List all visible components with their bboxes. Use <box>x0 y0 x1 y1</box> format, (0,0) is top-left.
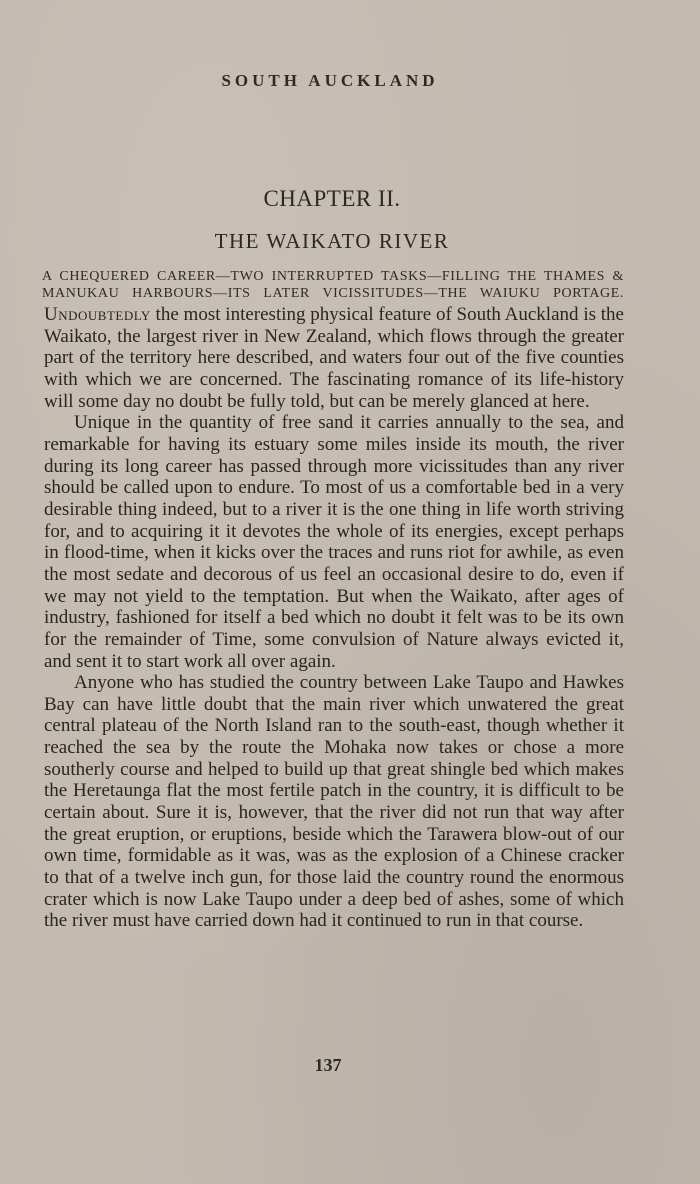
chapter-title: THE WAIKATO RIVER <box>214 229 450 253</box>
paragraph <box>44 412 624 672</box>
paragraph-text: Anyone who has studied the country between Lake Taupo and Hawkes Bay can have little doubt that the main river which unwatered the great central plateau of the North Island ran to the south-east, though whether it reached the sea by the route the Mohaka now takes or chose a more southerly course and helped to build up that great shingle bed which makes the Heretaunga flat the most fertile patch in the country, it is difficult to be certain about. Sure it is, however, that the river did not run that way after the great eruption, or eruptions, beside which the Tarawera blow-out of our own time, formidable as it was, was as the explosion of a Chinese cracker to that of a twelve inch gun, for those laid the country round the enormous crater which is now Lake Taupo under a deep bed of ashes, some of which the river must have carried down had it continued to run in that course. <box>44 672 624 932</box>
body-text <box>44 304 624 932</box>
paragraph-text: the most interesting physical feature of South Auckland is the Waikato, the largest river in New Zealand, which flows through the greater part of the territory here described, and waters four out of the five counties with which we are concerned. The fascinating romance of its life-history will some day no doubt be fully told, but can be merely glanced at here. <box>44 304 624 412</box>
paragraph <box>44 304 624 412</box>
page-number: 137 <box>314 1055 342 1075</box>
paragraph-lead-word: Undoubtedly <box>44 304 151 325</box>
chapter-synopsis: A CHEQUERED CAREER—TWO INTERRUPTED TASKS—FILLING THE THAMES & MANUKAU HARBOURS—ITS LATER VICISSITUDES—THE WAIUKU PORTAGE. <box>42 269 624 301</box>
running-head: SOUTH AUCKLAND <box>221 71 439 90</box>
paragraph <box>44 672 624 932</box>
paragraph-text: Unique in the quantity of free sand it carries annually to the sea, and remarkable for having its estuary some miles inside its mouth, the river during its long career has passed through more vicissitudes than any river should be called upon to endure. To most of us a comfortable bed in a very desirable thing indeed, but to a river it is the one thing in life worth striving for, and to acquiring it it devotes the whole of its energies, except perhaps in flood-time, when it kicks over the traces and runs riot for awhile, as even the most sedate and decorous of us feel an occasional desire to do, even if we may not yield to the temptation. But when the Waikato, after ages of industry, fashioned for itself a bed which no doubt it felt was to be its own for the remainder of Time, some convulsion of Nature always evicted it, and sent it to start work all over again. <box>44 412 624 672</box>
chapter-number: CHAPTER II. <box>263 186 401 211</box>
